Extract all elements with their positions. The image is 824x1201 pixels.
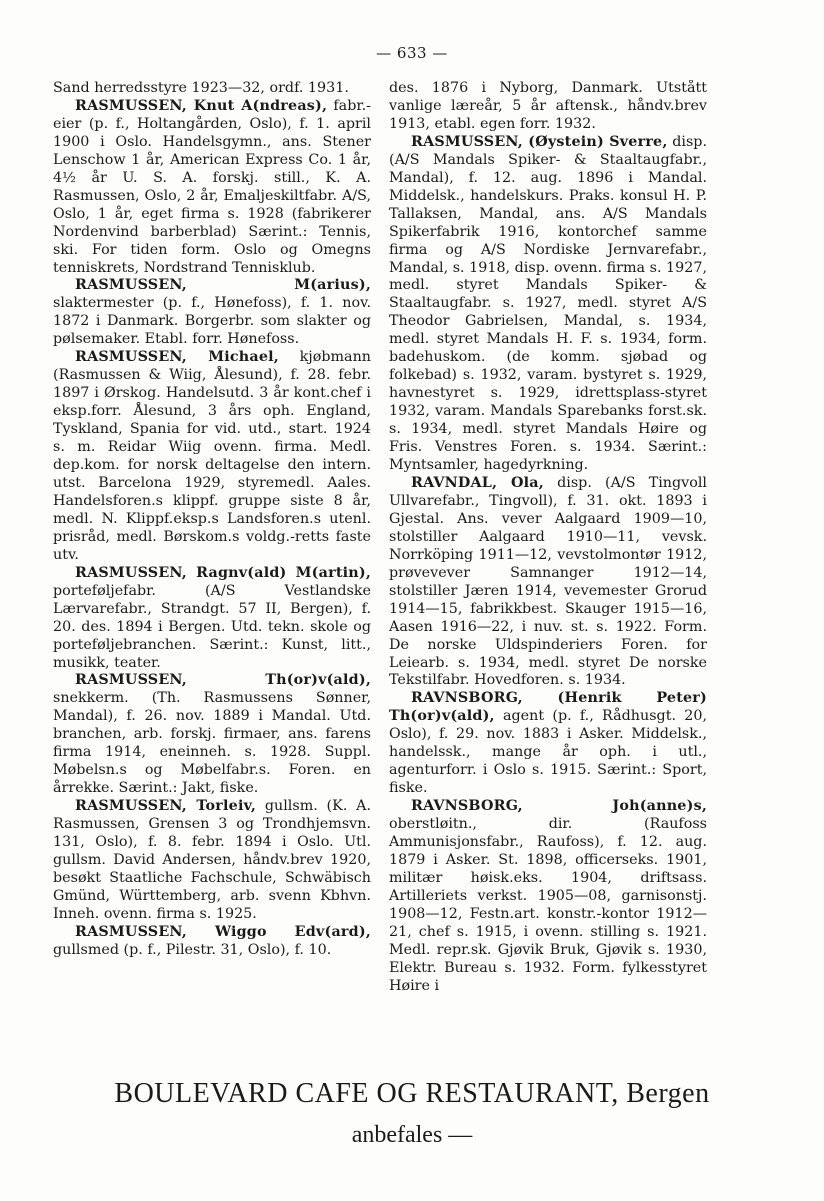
entry-name: RASMUSSEN, Torleiv, — [75, 798, 257, 815]
entry-name: RAVNSBORG, Joh(anne)s, — [411, 798, 707, 815]
entry-text: snekkerm. (Th. Rasmussens Sønner, Mandal), f. 26. nov. 1889 i Mandal. Utd. branchen, arb. forskj. firmaer, ans. farens firma 1914, eneinneh. s. 1928. Suppl. Møbelsn.s og Møbelfabr.s. Foren. en årrekke. Særint.: Jakt, fiske. — [53, 690, 371, 797]
entry — [389, 798, 707, 995]
left-column — [53, 80, 371, 1055]
entry — [389, 690, 707, 798]
page-number: — 633 — — [376, 44, 448, 62]
entry-name: RASMUSSEN, Th(or)v(ald), — [75, 672, 371, 689]
right-column — [389, 80, 707, 1055]
entry-name: RASMUSSEN, Michael, — [75, 349, 279, 366]
entry-name: RASMUSSEN, Knut A(ndreas), — [75, 97, 328, 114]
entry — [53, 924, 371, 960]
entry — [53, 277, 371, 349]
entry-text: disp. (A/S Tingvoll Ullvarefabr., Tingvoll), f. 31. okt. 1893 i Gjestal. Ans. vever Aalgaard 1909—10, stolstiller Aalgaard 1910—11, vevsk. Norrköping 1911—12, vevstolmontør 1912, prøvevever Samnanger 1912—14, stolstiller Jæren 1914, vevemester Grorud 1914—15, fabrikkbest. Skauger 1915—16, Aasen 1916—22, i nuv. st. s. 1922. Form. De norske Uldspinderiers Foren. for Leiearb. s. 1934, medl. styret De norske Tekstilfabr. Hovedforen. s. 1934. — [389, 474, 707, 689]
entry-name: RASMUSSEN, Wiggo Edv(ard), — [75, 923, 371, 940]
entry — [53, 565, 371, 673]
entry — [53, 798, 371, 924]
entry — [389, 134, 707, 475]
entry — [389, 475, 707, 690]
entry — [53, 349, 371, 564]
entry-continuation — [53, 80, 371, 98]
entry-name: RASMUSSEN, Ragnv(ald) M(artin), — [75, 564, 371, 581]
entry-text: agent (p. f., Rådhusgt. 20, Oslo), f. 29. nov. 1883 i Asker. Middelsk., handelssk., mange år oph. i utl., agenturforr. i Oslo s. 1915. Særint.: Sport, fiske. — [389, 708, 707, 797]
entry-name: RAVNDAL, Ola, — [411, 474, 544, 491]
entry-text: slaktermester (p. f., Hønefoss), f. 1. nov. 1872 i Danmark. Borgerbr. som slakter og pølsemaker. Etabl. forr. Hønefoss. — [53, 295, 371, 348]
advertisement-tagline: anbefales — — [351, 1122, 473, 1148]
entry-continuation — [389, 80, 707, 134]
entry-text: oberstløitn., dir. (Raufoss Ammunisjonsfabr., Raufoss), f. 12. aug. 1879 i Asker. St. 1898, officerseks. 1901, militær høisk.eks. 1904, driftsass. Artilleriets verkst. 1905—08, garnisonstj. 1908—12, Festn.art. konstr.-kontor 1912—21, chef s. 1915, i ovenn. stilling s. 1921. Medl. repr.sk. Gjøvik Bruk, Gjøvik s. 1930, Elektr. Bureau s. 1932. Form. fylkesstyret Høire i — [389, 816, 707, 994]
entry-text: gullsm. (K. A. Rasmussen, Grensen 3 og Trondhjemsvn. 131, Oslo), f. 8. febr. 1894 i Oslo. Utl. gullsm. David Andersen, håndv.brev 1920, besøkt Staatliche Fachschule, Schwäbisch Gmünd, Württemberg, arb. svenn Kbhvn. Inneh. ovenn. firma s. 1925. — [53, 798, 371, 922]
entry-text: Sand herredsstyre 1923—32, ordf. 1931. — [53, 80, 349, 96]
entry-text: disp. (A/S Mandals Spiker- & Staaltaugfabr., Mandal), f. 12. aug. 1896 i Mandal. Middelsk., handelskurs. Praks. konsul H. P. Tallaksen, Mandal, ans. A/S Mandals Spikerfabrik 1916, kontorchef samme firma og A/S Nordiske Jernvarefabr., Mandal, s. 1918, disp. ovenn. firma s. 1927, medl. styret Mandals Spiker- & Staaltaugfabr. s. 1927, medl. styret A/S Theodor Gabrielsen, Mandal, s. 1934, medl. styret Mandals H. F. s. 1934, form. badehuskom. (de komm. sjøbad og folkebad) s. 1932, varam. bystyret s. 1929, havnestyret s. 1929, idrettsplass-styret 1932, varam. Mandals Sparebanks forst.sk. s. 1934, medl. styret Mandals Høire og Fris. Venstres Foren. s. 1934. Særint.: Myntsamler, hagedyrkning. — [389, 133, 707, 474]
entry-text: gullsmed (p. f., Pilestr. 31, Oslo), f. 10. — [53, 941, 332, 958]
advertisement-headline: BOULEVARD CAFE OG RESTAURANT, Bergen — [114, 1078, 710, 1109]
entry — [53, 98, 371, 278]
entry-name: RASMUSSEN, M(arius), — [75, 277, 371, 294]
entry-text: fabr.-eier (p. f., Holtangården, Oslo), f. 1. april 1900 i Oslo. Handelsgymn., ans. Stener Lenschow 1 år, American Express Co. 1 år, 4½ år U. S. A. forskj. still., K. A. Rasmussen, Oslo, 2 år, Emaljeskiltfabr. A/S, Oslo, 1 år, eget firma s. 1928 (fabrikerer Nordenvind barberblad) Særint.: Tennis, ski. For tiden form. Oslo og Omegns tenniskrets, Nordstrand Tennisklub. — [53, 97, 371, 276]
entry-text: kjøbmann (Rasmussen & Wiig, Ålesund), f. 28. febr. 1897 i Ørskog. Handelsutd. 3 år kont.chef i eksp.forr. Ålesund, 3 års oph. England, Tyskland, Spania for vid. utd., start. 1924 s. m. Reidar Wiig ovenn. firma. Medl. dep.kom. for norsk deltagelse den intern. utst. Barcelona 1929, styremedl. Aales. Handelsforen.s klippf. gruppe siste 8 år, medl. N. Klippf.eksp.s Landsforen.s utenl. prisråd, medl. Børskom.s voldg.-retts faste utv. — [53, 349, 371, 563]
entry-text: porteføljefabr. (A/S Vestlandske Lærvarefabr., Strandgt. 57 II, Bergen), f. 20. des. 1894 i Bergen. Utd. tekn. skole og porteføljebranchen. Særint.: Kunst, litt., musikk, teater. — [53, 582, 371, 671]
entry-text: des. 1876 i Nyborg, Danmark. Utstått vanlige læreår, 5 år aftensk., håndv.brev 1913, etabl. egen forr. 1932. — [389, 80, 707, 132]
entry — [53, 672, 371, 798]
entry-name: RAVNSBORG, (Henrik Peter) Th(or)v(ald), — [389, 690, 707, 725]
entry-name: RASMUSSEN, (Øystein) Sverre, — [411, 133, 668, 150]
